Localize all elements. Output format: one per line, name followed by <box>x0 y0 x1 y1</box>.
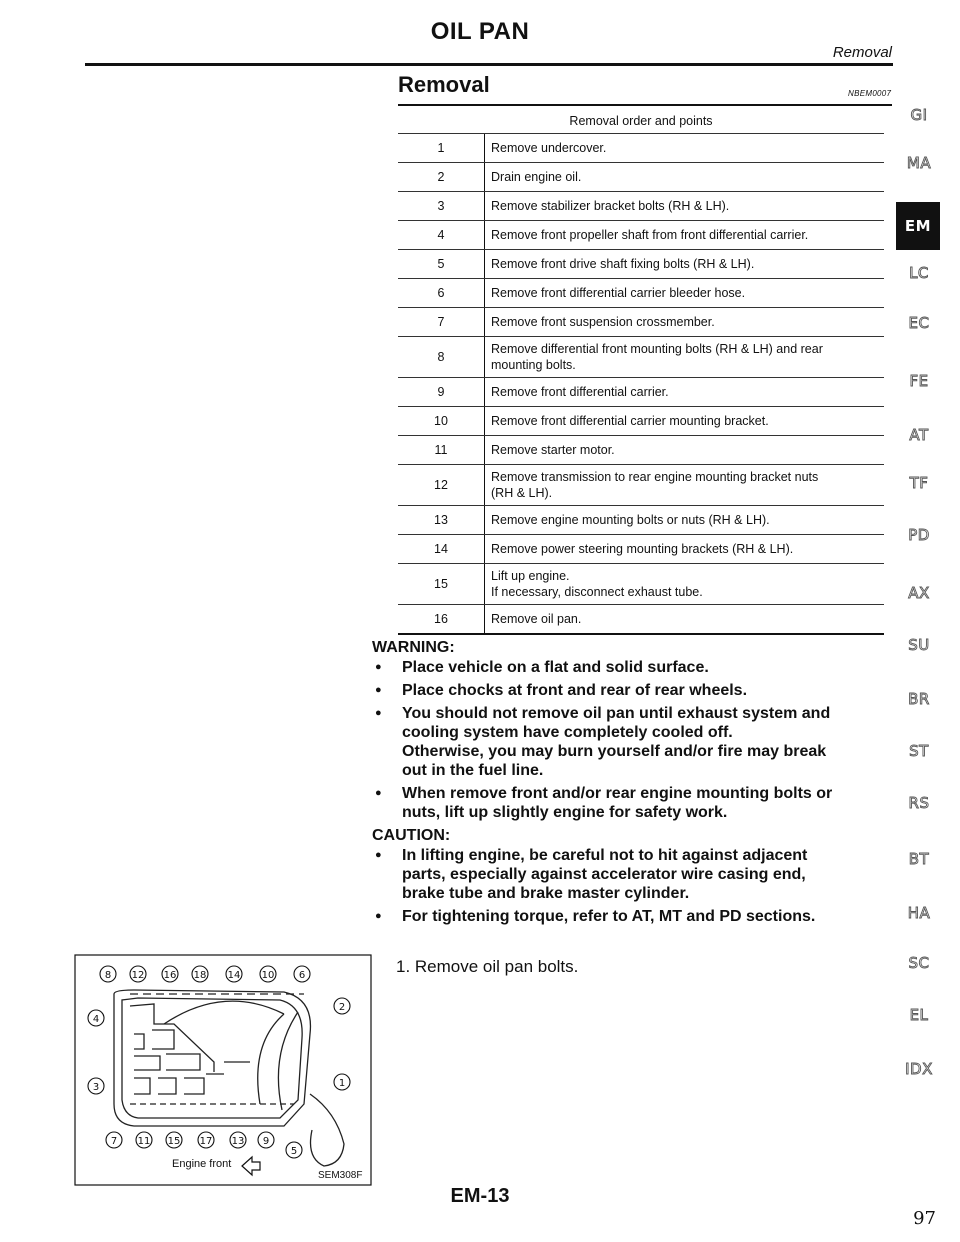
page-title: OIL PAN <box>430 18 530 45</box>
warning-line: nuts, lift up slightly engine for safety work. <box>402 804 728 821</box>
oil-pan-diagram <box>74 954 372 1186</box>
step-description <box>485 221 885 250</box>
section-tab-lc[interactable]: LC <box>909 264 929 282</box>
svg-text:6: 6 <box>298 970 306 981</box>
bolt-label <box>334 1074 350 1090</box>
svg-text:9: 9 <box>262 1136 270 1147</box>
step-number: 15 <box>398 564 485 605</box>
table-body <box>398 134 884 635</box>
step-description-line: Remove starter motor. <box>491 443 615 457</box>
section-tab-pd[interactable]: PD <box>908 526 930 544</box>
step-description <box>485 605 885 635</box>
diagram-labels <box>88 966 350 1158</box>
warning-line: out in the fuel line. <box>402 762 544 779</box>
table-row <box>398 134 884 163</box>
caution-line: parts, especially against accelerator wire casing end, <box>402 866 806 883</box>
step-number: 16 <box>398 605 485 635</box>
engine-front-label: Engine front <box>172 1158 232 1170</box>
table-row <box>398 506 884 535</box>
table-row <box>398 250 884 279</box>
step-description <box>485 436 885 465</box>
bolt-label <box>334 998 350 1014</box>
table-row <box>398 337 884 378</box>
step-number: 2 <box>398 163 485 192</box>
step-description-line: (RH & LH). <box>491 486 553 500</box>
svg-text:17: 17 <box>199 1136 213 1147</box>
bolt-label <box>166 1132 182 1148</box>
step-description <box>485 279 885 308</box>
step-description-line: Remove transmission to rear engine mounting bracket nuts <box>491 470 819 484</box>
svg-text:2: 2 <box>338 1002 346 1013</box>
step-description <box>485 564 885 605</box>
bolt-label <box>106 1132 122 1148</box>
table-row <box>398 163 884 192</box>
svg-text:4: 4 <box>92 1014 100 1025</box>
step-description-line: Remove front suspension crossmember. <box>491 315 715 329</box>
bolt-label <box>130 966 146 982</box>
bolt-label <box>88 1010 104 1026</box>
table-header: Removal order and points <box>398 109 884 134</box>
svg-text:11: 11 <box>137 1136 151 1147</box>
svg-text:15: 15 <box>167 1136 181 1147</box>
warning-line: ● Place chocks at front and rear of rear wheels. <box>402 682 748 699</box>
warning-line: ● When remove front and/or rear engine mounting bolts or <box>402 785 833 802</box>
warning-line: Otherwise, you may burn yourself and/or fire may break <box>402 743 827 760</box>
step-description <box>485 308 885 337</box>
diagram-frame <box>75 955 371 1185</box>
step-description-line: Lift up engine. <box>491 569 570 583</box>
removal-table <box>398 109 884 635</box>
table-row <box>398 605 884 635</box>
section-tab-bt[interactable]: BT <box>908 850 930 868</box>
section-tab-at[interactable]: AT <box>909 426 929 444</box>
warning-list <box>372 658 884 822</box>
bolt-label <box>192 966 208 982</box>
diagram-code: SEM308F <box>318 1170 363 1181</box>
svg-text:18: 18 <box>193 970 207 981</box>
step-description-line: Remove undercover. <box>491 141 607 155</box>
table-row <box>398 465 884 506</box>
section-tab-gi[interactable]: GI <box>910 106 928 124</box>
step-description-line: If necessary, disconnect exhaust tube. <box>491 585 703 599</box>
warning-line: cooling system have completely cooled off. <box>402 724 733 741</box>
section-tab-el[interactable]: EL <box>909 1006 929 1024</box>
svg-text:14: 14 <box>227 970 241 981</box>
step-description-line: Remove front propeller shaft from front differential carrier. <box>491 228 809 242</box>
table-row <box>398 535 884 564</box>
bolt-label <box>226 966 242 982</box>
bolt-label <box>136 1132 152 1148</box>
step-description <box>485 192 885 221</box>
section-code: NBEM0007 <box>848 89 892 98</box>
step-number: 12 <box>398 465 485 506</box>
section-tab-rs[interactable]: RS <box>908 794 930 812</box>
table-row <box>398 436 884 465</box>
caution-line: brake tube and brake master cylinder. <box>402 885 690 902</box>
caution-item <box>372 846 884 903</box>
step-description-line: Remove front differential carrier. <box>491 385 669 399</box>
section-tab-idx[interactable]: IDX <box>905 1060 933 1078</box>
warning-item <box>372 658 884 677</box>
step-number: 10 <box>398 407 485 436</box>
caution-item <box>372 907 884 926</box>
step-number: 6 <box>398 279 485 308</box>
step-number: 7 <box>398 308 485 337</box>
svg-text:12: 12 <box>131 970 145 981</box>
section-tab-st[interactable]: ST <box>909 742 929 760</box>
section-tab-ax[interactable]: AX <box>908 584 930 602</box>
step-number: 13 <box>398 506 485 535</box>
warning-line: ● Place vehicle on a flat and solid surface. <box>402 659 709 676</box>
step-number: 4 <box>398 221 485 250</box>
header-rule <box>85 63 893 66</box>
section-tab-ha[interactable]: HA <box>907 904 931 922</box>
warning-item <box>372 681 884 700</box>
svg-text:13: 13 <box>231 1136 245 1147</box>
svg-text:7: 7 <box>110 1136 118 1147</box>
bolt-label <box>260 966 276 982</box>
warning-line: ● You should not remove oil pan until exhaust system and <box>402 705 831 722</box>
bolt-label <box>100 966 116 982</box>
section-tab-br[interactable]: BR <box>908 690 930 708</box>
step-description-line: Remove oil pan. <box>491 612 582 626</box>
svg-text:16: 16 <box>163 970 177 981</box>
section-tab-ec[interactable]: EC <box>908 314 930 332</box>
caution-line: ● In lifting engine, be careful not to hit against adjacent <box>402 847 808 864</box>
step-description <box>485 163 885 192</box>
step-description <box>485 250 885 279</box>
bolt-label <box>162 966 178 982</box>
footer-page-code: EM-13 <box>450 1185 510 1207</box>
notes <box>372 638 884 930</box>
section-tab-tf[interactable]: TF <box>909 474 929 492</box>
step-description <box>485 134 885 163</box>
svg-text:5: 5 <box>290 1146 298 1157</box>
warning-item <box>372 704 884 780</box>
step-number: 11 <box>398 436 485 465</box>
step-description-line: Remove engine mounting bolts or nuts (RH & LH). <box>491 513 770 527</box>
step-description <box>485 337 885 378</box>
section-title: Removal <box>398 72 490 97</box>
step-number: 5 <box>398 250 485 279</box>
warning-item <box>372 784 884 822</box>
step-number: 8 <box>398 337 485 378</box>
page-number: 97 <box>913 1208 936 1229</box>
step-description-line: Remove power steering mounting brackets (RH & LH). <box>491 542 794 556</box>
svg-text:3: 3 <box>92 1082 100 1093</box>
table-row <box>398 407 884 436</box>
svg-text:10: 10 <box>261 970 275 981</box>
step-number: 1 <box>398 134 485 163</box>
section-tab-em[interactable]: EM <box>896 202 940 250</box>
step-description <box>485 535 885 564</box>
step-description <box>485 407 885 436</box>
section-tab-fe[interactable]: FE <box>909 372 929 390</box>
step-description-line: Remove front differential carrier bleeder hose. <box>491 286 746 300</box>
step-description-line: Remove front differential carrier mounting bracket. <box>491 414 769 428</box>
step-number: 3 <box>398 192 485 221</box>
step-description-line: Remove front drive shaft fixing bolts (RH & LH). <box>491 257 755 271</box>
step-1: 1. Remove oil pan bolts. <box>396 957 579 976</box>
section-rule <box>398 104 892 106</box>
table-row <box>398 221 884 250</box>
caution-heading: CAUTION: <box>372 827 451 844</box>
section-tab-sc[interactable]: SC <box>908 954 930 972</box>
step-description <box>485 465 885 506</box>
bolt-label <box>230 1132 246 1148</box>
engine-front-arrow-icon <box>242 1157 260 1175</box>
section-tab-su[interactable]: SU <box>908 636 930 654</box>
bolt-label <box>88 1078 104 1094</box>
step-number: 14 <box>398 535 485 564</box>
step-description <box>485 506 885 535</box>
warning-heading: WARNING: <box>372 639 455 656</box>
step-description-line: Remove differential front mounting bolts (RH & LH) and rear <box>491 342 823 356</box>
bolt-label <box>198 1132 214 1148</box>
bolt-label <box>294 966 310 982</box>
table-row <box>398 308 884 337</box>
svg-text:8: 8 <box>104 970 112 981</box>
table-row <box>398 279 884 308</box>
bolt-label <box>258 1132 274 1148</box>
step-description-line: Drain engine oil. <box>491 170 582 184</box>
step-description <box>485 378 885 407</box>
section-tab-ma[interactable]: MA <box>906 154 932 172</box>
table-row <box>398 192 884 221</box>
step-description-line: Remove stabilizer bracket bolts (RH & LH). <box>491 199 730 213</box>
caution-list <box>372 846 884 926</box>
step-number: 9 <box>398 378 485 407</box>
table-row <box>398 378 884 407</box>
table-row <box>398 564 884 605</box>
svg-text:1: 1 <box>338 1078 346 1089</box>
header-section-label: Removal <box>832 44 892 61</box>
caution-line: ● For tightening torque, refer to AT, MT and PD sections. <box>402 908 816 925</box>
bolt-label <box>286 1142 302 1158</box>
step-description-line: mounting bolts. <box>491 358 576 372</box>
